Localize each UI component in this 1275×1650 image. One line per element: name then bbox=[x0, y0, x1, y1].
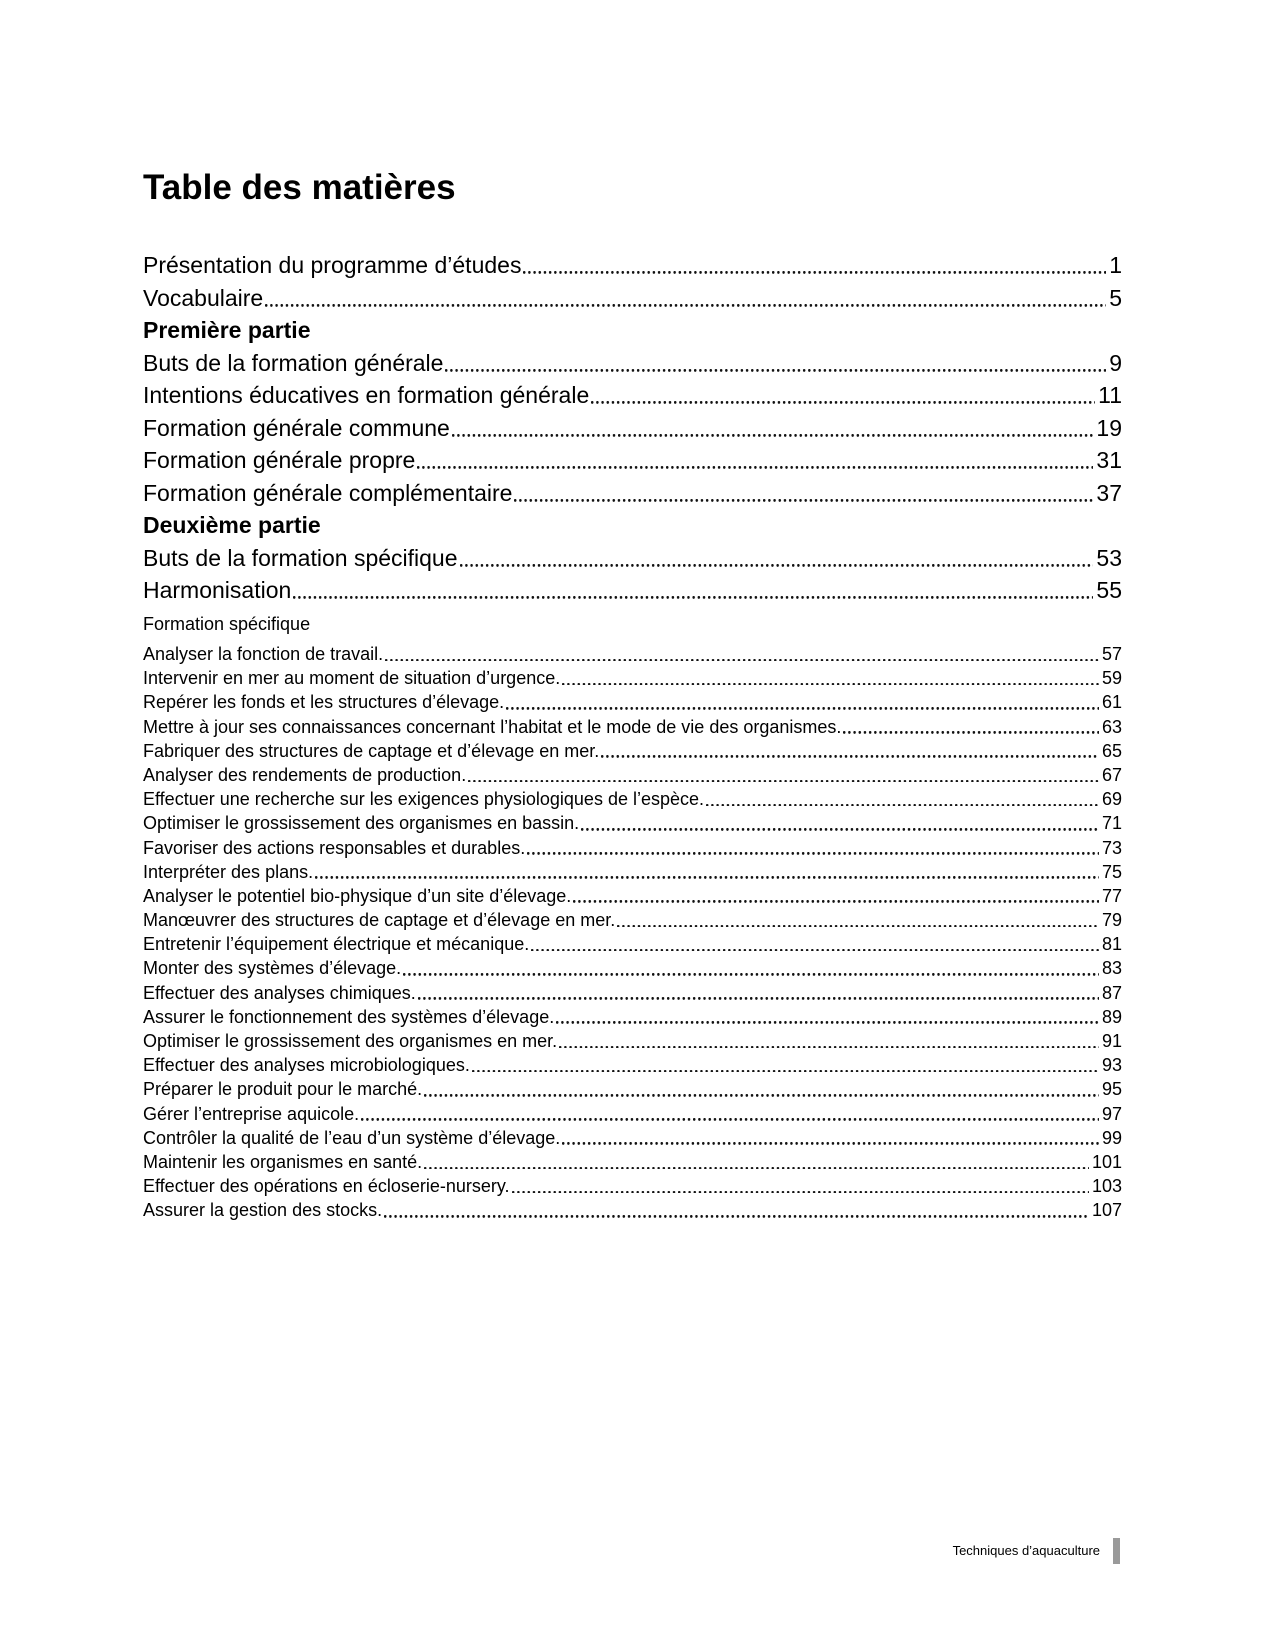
toc-leader-dots bbox=[556, 1021, 1099, 1024]
toc-entry-page: 75 bbox=[1101, 861, 1122, 882]
toc-entry-page: 55 bbox=[1096, 577, 1122, 603]
toc-entry-label: Deuxième partie bbox=[143, 512, 321, 538]
toc-entry-label: Fabriquer des structures de captage et d’élevage en mer. bbox=[143, 740, 600, 761]
toc-entry-label: Formation générale complémentaire bbox=[143, 479, 513, 506]
toc-entry-page: 1 bbox=[1109, 252, 1122, 278]
toc-entry bbox=[143, 1005, 1122, 1029]
toc-entry bbox=[143, 787, 1122, 811]
toc-entry bbox=[143, 1198, 1122, 1222]
toc-entry-page: 19 bbox=[1096, 414, 1122, 441]
toc-entry-label: Présentation du programme d’études bbox=[143, 252, 522, 278]
toc-entry-page: 65 bbox=[1101, 740, 1122, 761]
toc-entry bbox=[143, 282, 1122, 315]
toc-entry bbox=[143, 509, 1122, 542]
toc-entry-page: 67 bbox=[1101, 764, 1122, 785]
toc-entry bbox=[143, 1102, 1122, 1126]
toc-entry bbox=[143, 763, 1122, 787]
toc-entry bbox=[143, 811, 1122, 835]
toc-entry-label: Préparer le produit pour le marché. bbox=[143, 1079, 423, 1100]
toc-entry-page: 71 bbox=[1101, 813, 1122, 834]
toc-entry bbox=[143, 715, 1122, 739]
toc-leader-dots bbox=[601, 755, 1099, 758]
toc-entry-page: 61 bbox=[1101, 692, 1122, 713]
toc-entry-label: Optimiser le grossissement des organismes en bassin. bbox=[143, 813, 580, 834]
toc-entry-page: 95 bbox=[1101, 1079, 1122, 1100]
toc-entry-label: Manœuvrer des structures de captage et d’élevage en mer. bbox=[143, 910, 616, 931]
toc-entry-page: 53 bbox=[1096, 544, 1122, 571]
toc-entry-label: Assurer le fonctionnement des systèmes d’élevage. bbox=[143, 1006, 555, 1027]
toc-entry-label: Entretenir l’équipement électrique et mécanique. bbox=[143, 934, 530, 955]
toc-entry-label: Maintenir les organismes en santé. bbox=[143, 1151, 423, 1172]
toc-entry-page: 63 bbox=[1101, 716, 1122, 737]
toc-leader-dots bbox=[562, 1142, 1099, 1145]
toc-entry-page: 11 bbox=[1098, 382, 1122, 408]
toc-entry-label: Repérer les fonds et les structures d’élevage. bbox=[143, 692, 505, 713]
toc-entry-label: Formation spécifique bbox=[143, 613, 311, 634]
toc-entry bbox=[143, 314, 1122, 347]
toc-entry-page: 107 bbox=[1091, 1200, 1122, 1221]
toc-entry-page: 77 bbox=[1101, 885, 1122, 906]
toc-entry-label: Interpréter des plans. bbox=[143, 861, 314, 882]
toc-entry bbox=[143, 642, 1122, 666]
toc-leader-dots bbox=[506, 707, 1099, 710]
toc-leader-dots bbox=[385, 659, 1099, 662]
toc-entry-label: Formation générale propre bbox=[143, 447, 416, 473]
toc-entry-page: 31 bbox=[1096, 447, 1122, 473]
toc-entry-label: Intervenir en mer au moment de situation d’urgence. bbox=[143, 668, 561, 689]
toc-entry bbox=[143, 379, 1122, 412]
toc-entry-label: Assurer la gestion des stocks. bbox=[143, 1200, 383, 1221]
toc-leader-dots bbox=[617, 925, 1099, 928]
toc-entry-label: Buts de la formation spécifique bbox=[143, 544, 458, 571]
toc-leader-dots bbox=[559, 1046, 1099, 1049]
toc-entry bbox=[143, 542, 1122, 575]
toc-entry-label: Favoriser des actions responsables et durables. bbox=[143, 837, 526, 858]
toc-entry-label: Contrôler la qualité de l’eau d’un système d’élevage. bbox=[143, 1127, 561, 1148]
toc-entry-label: Monter des systèmes d’élevage. bbox=[143, 958, 402, 979]
toc-entry-label: Effectuer des opérations en écloserie-nursery. bbox=[143, 1176, 510, 1197]
toc-entry-page: 101 bbox=[1091, 1151, 1122, 1172]
toc-leader-dots bbox=[460, 564, 1094, 567]
toc-entry-page: 97 bbox=[1101, 1103, 1122, 1124]
toc-leader-dots bbox=[581, 828, 1099, 831]
toc-entry-label: Mettre à jour ses connaissances concernant l’habitat et le mode de vie des organismes. bbox=[143, 716, 842, 737]
toc-entry-page: 87 bbox=[1101, 982, 1122, 1003]
toc-entry-page: 59 bbox=[1101, 668, 1122, 689]
toc-entry bbox=[143, 1053, 1122, 1077]
toc-entry-page: 79 bbox=[1101, 910, 1122, 931]
toc-entry bbox=[143, 1174, 1122, 1198]
toc-entry-page: 99 bbox=[1101, 1127, 1122, 1148]
toc-entry-label: Effectuer une recherche sur les exigences physiologiques de l’espèce. bbox=[143, 789, 705, 810]
toc-leader-dots bbox=[562, 683, 1099, 686]
toc-entry bbox=[143, 1126, 1122, 1150]
toc-entry bbox=[143, 981, 1122, 1005]
toc-entry bbox=[143, 860, 1122, 884]
toc-leader-dots bbox=[424, 1167, 1089, 1170]
toc-entry-label: Analyser la fonction de travail. bbox=[143, 644, 384, 664]
toc-entry bbox=[143, 666, 1122, 690]
footer-document-title: Techniques d’aquaculture bbox=[952, 1543, 1100, 1558]
toc-leader-dots bbox=[512, 1191, 1089, 1194]
toc-entry-label: Analyser le potentiel bio-physique d’un site d’élevage. bbox=[143, 885, 572, 906]
toc-entry bbox=[143, 249, 1122, 282]
toc-leader-dots bbox=[468, 780, 1099, 783]
toc-entry-page: 81 bbox=[1101, 934, 1122, 955]
toc-leader-dots bbox=[403, 973, 1099, 976]
toc-leader-dots bbox=[591, 401, 1095, 404]
toc-entry-label: Vocabulaire bbox=[143, 284, 264, 311]
toc-leader-dots bbox=[418, 997, 1099, 1000]
toc-entry-label: Buts de la formation générale bbox=[143, 349, 444, 376]
toc-entry-label: Effectuer des analyses chimiques. bbox=[143, 982, 416, 1003]
toc-entry bbox=[143, 412, 1122, 445]
toc-list bbox=[143, 249, 1122, 1223]
toc-entry-page: 89 bbox=[1101, 1006, 1122, 1027]
toc-entry-page: 5 bbox=[1109, 284, 1122, 311]
toc-leader-dots bbox=[315, 876, 1099, 879]
toc-entry-label: Harmonisation bbox=[143, 577, 292, 603]
page-footer bbox=[953, 1537, 1120, 1565]
toc-leader-dots bbox=[424, 1094, 1099, 1097]
toc-leader-dots bbox=[472, 1070, 1099, 1073]
toc-entry-page: 91 bbox=[1101, 1031, 1122, 1051]
toc-leader-dots bbox=[293, 596, 1093, 599]
toc-entry bbox=[143, 884, 1122, 908]
toc-entry-page: 83 bbox=[1101, 958, 1122, 979]
toc-entry bbox=[143, 739, 1122, 763]
toc-leader-dots bbox=[531, 949, 1099, 952]
toc-entry bbox=[143, 836, 1122, 860]
toc-entry bbox=[143, 690, 1122, 714]
page-title: Table des matières bbox=[143, 168, 456, 208]
toc-entry bbox=[143, 477, 1122, 510]
toc-leader-dots bbox=[417, 466, 1093, 469]
toc-entry bbox=[143, 1077, 1122, 1101]
toc-leader-dots bbox=[523, 271, 1106, 274]
toc-entry-label: Gérer l’entreprise aquicole. bbox=[143, 1103, 360, 1124]
toc-entry-page: 37 bbox=[1096, 479, 1122, 506]
toc-entry-page: 9 bbox=[1109, 349, 1122, 376]
toc-entry-label: Intentions éducatives en formation générale bbox=[143, 382, 590, 408]
toc-leader-dots bbox=[843, 731, 1099, 734]
toc-leader-dots bbox=[452, 434, 1094, 437]
toc-entry-page: 73 bbox=[1101, 837, 1122, 858]
toc-leader-dots bbox=[361, 1118, 1099, 1121]
footer-accent-bar bbox=[1113, 1538, 1120, 1564]
toc-leader-dots bbox=[706, 804, 1099, 807]
toc-entry bbox=[143, 908, 1122, 932]
toc-entry bbox=[143, 574, 1122, 607]
toc-entry bbox=[143, 347, 1122, 380]
toc-entry-label: Formation générale commune bbox=[143, 414, 450, 441]
toc-entry-label: Effectuer des analyses microbiologiques. bbox=[143, 1055, 470, 1076]
toc-entry-label: Analyser des rendements de production. bbox=[143, 764, 467, 785]
toc-entry-page: 57 bbox=[1101, 644, 1122, 664]
toc-leader-dots bbox=[527, 852, 1099, 855]
toc-entry bbox=[143, 607, 1122, 643]
toc-entry-page: 93 bbox=[1101, 1055, 1122, 1076]
toc-leader-dots bbox=[514, 499, 1093, 502]
toc-entry bbox=[143, 1150, 1122, 1174]
toc-entry-label: Optimiser le grossissement des organismes en mer. bbox=[143, 1031, 558, 1051]
toc-leader-dots bbox=[445, 369, 1106, 372]
toc-entry bbox=[143, 1029, 1122, 1053]
toc-entry bbox=[143, 444, 1122, 477]
toc-leader-dots bbox=[265, 304, 1106, 307]
toc-leader-dots bbox=[573, 900, 1099, 903]
toc-entry bbox=[143, 932, 1122, 956]
toc-entry-label: Première partie bbox=[143, 317, 311, 343]
toc-entry-page: 103 bbox=[1091, 1176, 1122, 1197]
toc-entry bbox=[143, 956, 1122, 980]
toc-entry-page: 69 bbox=[1101, 789, 1122, 810]
toc-leader-dots bbox=[384, 1215, 1089, 1218]
